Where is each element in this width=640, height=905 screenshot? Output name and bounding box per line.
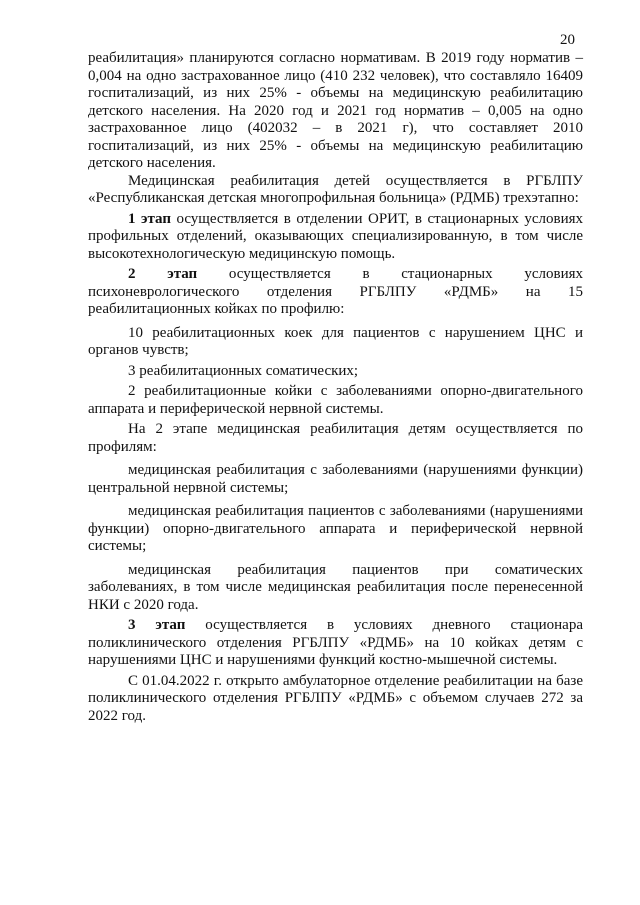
paragraph-beds-somatic: 3 реабилитационных соматических; [128,362,359,379]
paragraph-profile-musculoskeletal: медицинская реабилитация пациентов с заболеваниями (нарушениями функции) опорно-двигательного аппарата и периферической нервной системы; [88,503,583,554]
paragraph-stages-intro: Медицинская реабилитация детей осуществляется в РГБЛПУ «Республиканская детская многопрофильная больница» (РДМБ) трехэтапно: [88,172,583,206]
stage-3-label: 3 этап [128,617,186,633]
paragraph-stage-2-profiles: На 2 этапе медицинская реабилитация детям осуществляется по профилям: [88,421,583,455]
stage-2-label: 2 этап [128,266,198,282]
paragraph-stage-3 [88,617,583,670]
paragraph-profile-cns: медицинская реабилитация с заболеваниями (нарушениями функции) центральной нервной системы; [88,462,583,496]
document-body [88,50,583,725]
stage-1-label: 1 этап [128,210,171,227]
paragraph-beds-musculoskeletal: 2 реабилитационные койки с заболеваниями опорно-двигательного аппарата и периферической нервной системы. [88,383,583,417]
stage-2-text: осуществляется в стационарных условиях психоневрологического отделения РГБЛПУ «РДМБ» на 15 реабилитационных койках по профилю: [88,266,583,317]
paragraph-norms: реабилитация» планируются согласно нормативам. В 2019 году норматив – 0,004 на одно застрахованное лицо (410 232 человек), что составляло 16409 госпитализаций, из них 25% - объемы на медицинскую реабилитацию детского населения. На 2020 год и 2021 год норматив – 0,005 на одно застрахованное лицо (402032 – в 2021 г), что составляет 2010 госпитализаций, из них 25% - объемы на медицинскую реабилитацию детского населения. [88,50,583,171]
stage-3-text: осуществляется в условиях дневного стационара поликлинического отделения РГБЛПУ «РДМБ» на 10 койках детям с нарушениями ЦНС и нарушениями функций костно-мышечной системы. [88,617,583,668]
paragraph-stage-2 [88,266,583,319]
paragraph-stage-1 [88,211,583,264]
page-number: 20 [560,32,575,48]
paragraph-outpatient: С 01.04.2022 г. открыто амбулаторное отделение реабилитации на базе поликлинического отделения РГБЛПУ «РДМБ» с объемом случаев 272 за 2022 год. [88,672,583,724]
stage-1-text: осуществляется в отделении ОРИТ, в стационарных условиях профильных отделений, оказывающих специализированную, в том числе высокотехнологическую медицинскую помощь. [88,210,583,262]
paragraph-beds-cns: 10 реабилитационных коек для пациентов с нарушением ЦНС и органов чувств; [88,324,583,358]
paragraph-profile-somatic: медицинская реабилитация пациентов при соматических заболеваниях, в том числе медицинская реабилитация после перенесенной НКИ с 2020 года. [88,561,583,613]
